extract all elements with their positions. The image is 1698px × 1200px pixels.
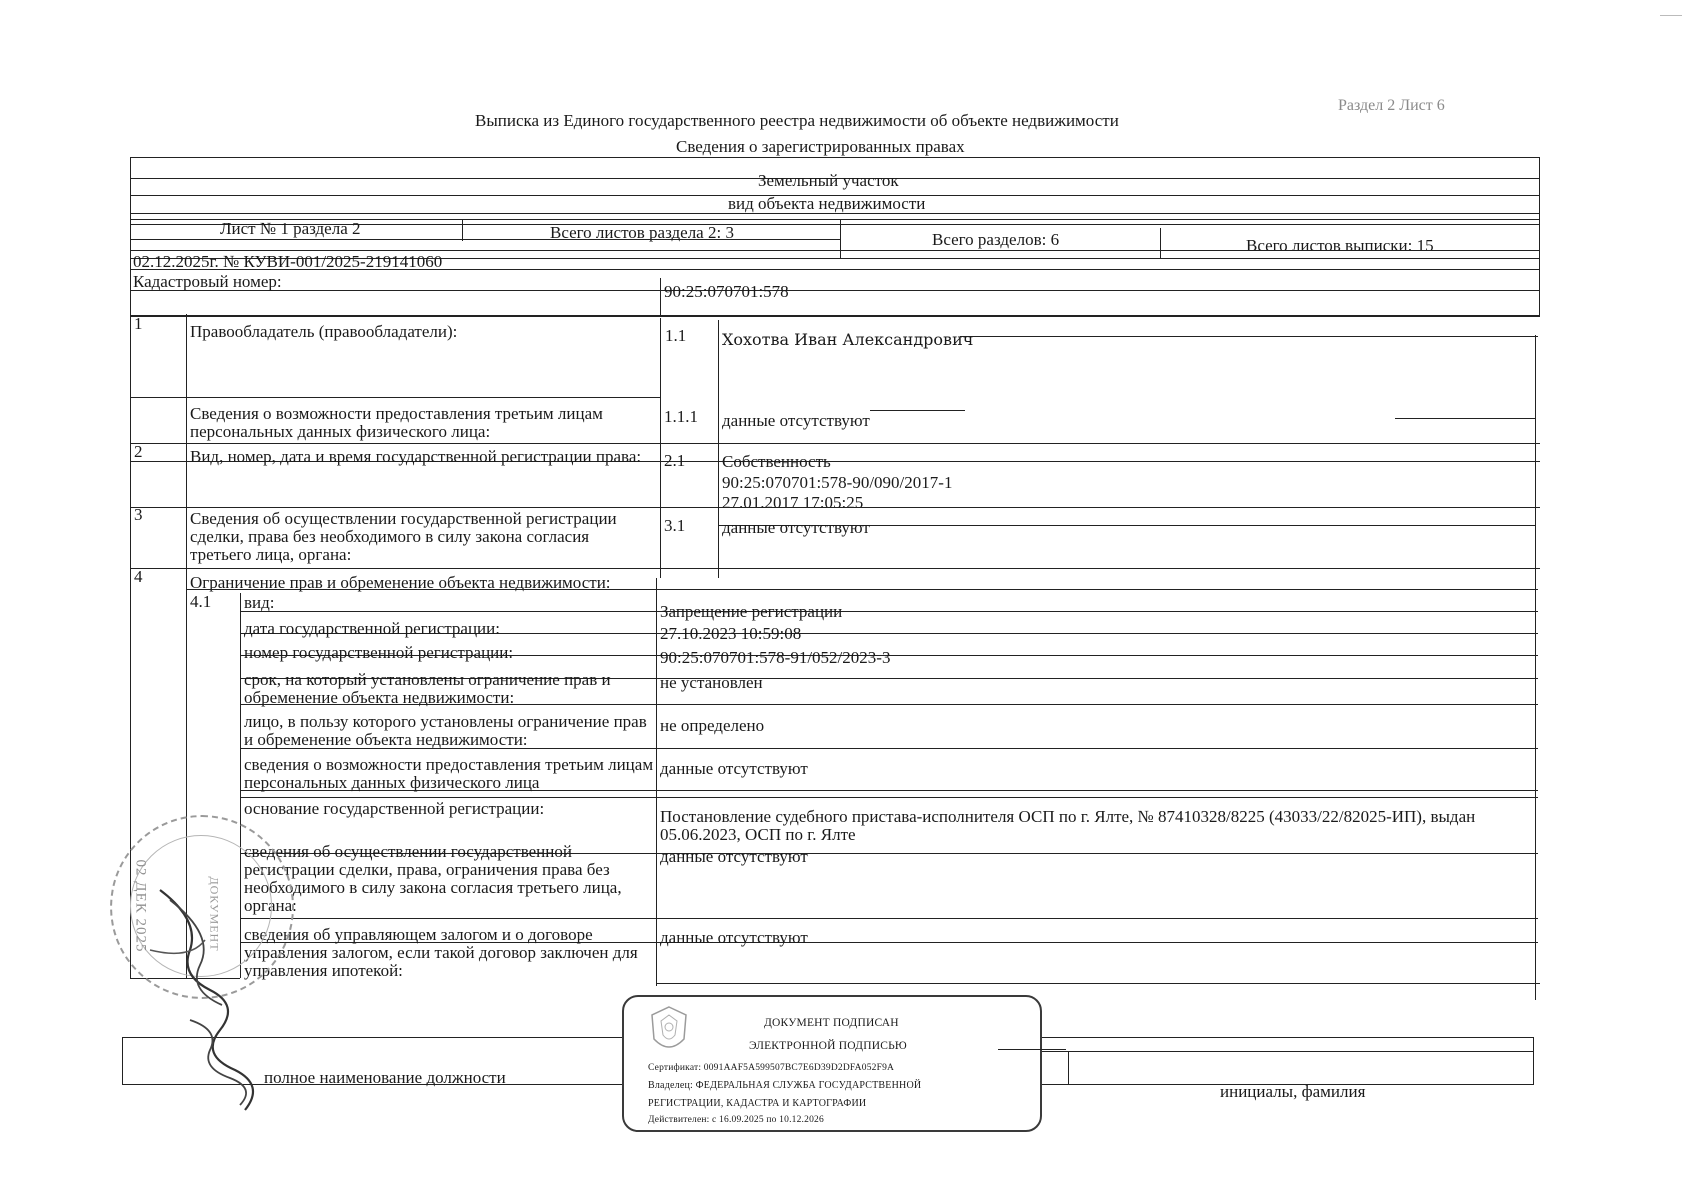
sub-number: 2.1 <box>664 451 686 470</box>
sub-number: 3.1 <box>664 516 686 535</box>
personal-data-value: данные отсутствуют <box>722 411 870 430</box>
consent-label: Сведения об осуществлении государственной регистрации сделки, права без необходимого в силу закона согласия третьего лица, органа: <box>190 509 617 564</box>
registration-date: 27.01.2017 17:05:25 <box>722 493 864 512</box>
field-value: не определено <box>660 716 765 735</box>
field-value: данные отсутствуют <box>660 928 808 947</box>
page-reference: Раздел 2 Лист 6 <box>1338 97 1445 114</box>
field-label: срок, на который установлены ограничение прав и обременение объекта недвижимости: <box>244 670 611 707</box>
divider <box>130 290 1540 291</box>
document-subtitle: Сведения о зарегистрированных правах <box>676 137 965 156</box>
divider <box>130 213 1540 214</box>
seal-text: ДОКУМЕНТ <box>207 876 222 952</box>
stamp-title-1: ДОКУМЕНТ ПОДПИСАН <box>764 1017 899 1029</box>
stamp-validity: Действителен: с 16.09.2025 по 10.12.2026 <box>648 1115 824 1125</box>
field-label: сведения об осуществлении государственной регистрации сделки, права, ограничения права без необходимого в силу закона согласия третьего лица, органа: <box>244 842 622 915</box>
field-value: Постановление судебного пристава-исполнителя ОСП по г. Ялте, № 87410328/8225 (43033/22/82025-ИП), выдан 05.06.2023, ОСП по г. Ялте <box>660 807 1476 844</box>
field-value: Запрещение регистрации <box>660 602 843 621</box>
initials-caption: инициалы, фамилия <box>1220 1082 1366 1101</box>
field-label: вид: <box>244 593 275 612</box>
encumbrance-label: Ограничение прав и обременение объекта недвижимости: <box>190 573 611 592</box>
stamp-owner: Владелец: ФЕДЕРАЛЬНАЯ СЛУЖБА ГОСУДАРСТВЕННОЙ <box>648 1080 922 1091</box>
row-number: 4 <box>134 567 143 586</box>
divider <box>130 568 1540 569</box>
field-value: данные отсутствуют <box>660 847 808 866</box>
object-type-box <box>130 157 1540 225</box>
divider <box>998 1049 1066 1050</box>
handwritten-signature <box>130 880 290 1120</box>
sub-number: 1.1.1 <box>664 407 698 426</box>
divider <box>1068 1051 1069 1085</box>
divider <box>1395 418 1535 419</box>
electronic-signature-stamp <box>622 995 1042 1132</box>
seal-date: 02 ДЕК 2025 <box>132 859 149 953</box>
field-label: дата государственной регистрации: <box>244 619 500 638</box>
table-border <box>718 320 719 578</box>
row-number: 1 <box>134 314 143 333</box>
stamp-title-2: ЭЛЕКТРОННОЙ ПОДПИСЬЮ <box>749 1040 907 1052</box>
divider <box>462 219 463 241</box>
personal-data-label: Сведения о возможности предоставления третьим лицам персональных данных физического лица: <box>190 404 603 441</box>
field-value: 90:25:070701:578-91/052/2023-3 <box>660 648 891 667</box>
doc-reference: 02.12.2025г. № КУВИ-001/2025-219141060 <box>133 252 443 271</box>
table-border <box>656 578 657 986</box>
table-border <box>660 318 661 578</box>
divider <box>1000 1051 1534 1052</box>
divider <box>130 507 1540 508</box>
rightholder-name: Хохотва Иван Александрович <box>722 330 974 349</box>
stamp-owner-cont: РЕГИСТРАЦИИ, КАДАСТРА И КАРТОГРАФИИ <box>648 1098 867 1109</box>
divider <box>130 397 660 398</box>
registration-label: Вид, номер, дата и время государственной регистрации права: <box>190 447 642 466</box>
field-value: 27.10.2023 10:59:08 <box>660 624 802 643</box>
sub-number: 1.1 <box>665 326 687 345</box>
divider <box>130 316 1540 317</box>
sheet-number: Лист № 1 раздела 2 <box>220 219 361 238</box>
stamp-certificate: Сертификат: 0091AAF5A599507BC7E6D39D2DFA052F9A <box>648 1063 895 1073</box>
registration-number: 90:25:070701:578-90/090/2017-1 <box>722 473 953 492</box>
divider <box>240 611 1538 612</box>
field-value: данные отсутствуют <box>660 759 808 778</box>
field-label: сведения о возможности предоставления третьим лицам персональных данных физического лица <box>244 755 654 792</box>
field-label: номер государственной регистрации: <box>244 643 514 662</box>
position-caption: полное наименование должности <box>264 1068 506 1087</box>
divider <box>240 918 1538 919</box>
divider <box>240 797 1538 798</box>
cadastral-number: 90:25:070701:578 <box>664 282 789 301</box>
row-number: 3 <box>134 505 143 524</box>
divider <box>660 278 661 316</box>
table-border <box>1535 335 1536 1000</box>
corner-mark <box>1660 15 1682 16</box>
field-label: сведения об управляющем залогом и о договоре управления залогом, если такой договор заключен для управления ипотекой: <box>244 925 638 980</box>
field-label: основание государственной регистрации: <box>244 799 545 818</box>
consent-value: данные отсутствуют <box>722 518 870 537</box>
object-type-caption: вид объекта недвижимости <box>728 194 926 213</box>
divider <box>656 983 1540 984</box>
field-value: не установлен <box>660 673 763 692</box>
ownership-type: Собственность <box>722 452 831 471</box>
sub-number: 4.1 <box>190 592 212 611</box>
rightholder-label: Правообладатель (правообладатели): <box>190 322 458 341</box>
divider <box>130 443 1540 444</box>
field-label: лицо, в пользу которого установлены ограничение прав и обременение объекта недвижимости: <box>244 712 647 749</box>
document-title: Выписка из Единого государственного реестра недвижимости об объекте недвижимости <box>475 111 1119 130</box>
row-number: 2 <box>134 442 143 461</box>
emblem-icon <box>644 1003 694 1061</box>
total-sections: Всего разделов: 6 <box>932 230 1060 249</box>
divider <box>960 336 1538 337</box>
total-sheets: Всего листов выписки: 15 <box>1246 236 1434 255</box>
cadastral-label: Кадастровый номер: <box>133 272 282 291</box>
total-section-sheets: Всего листов раздела 2: 3 <box>550 223 734 242</box>
divider <box>870 410 965 411</box>
object-type: Земельный участок <box>758 171 899 190</box>
